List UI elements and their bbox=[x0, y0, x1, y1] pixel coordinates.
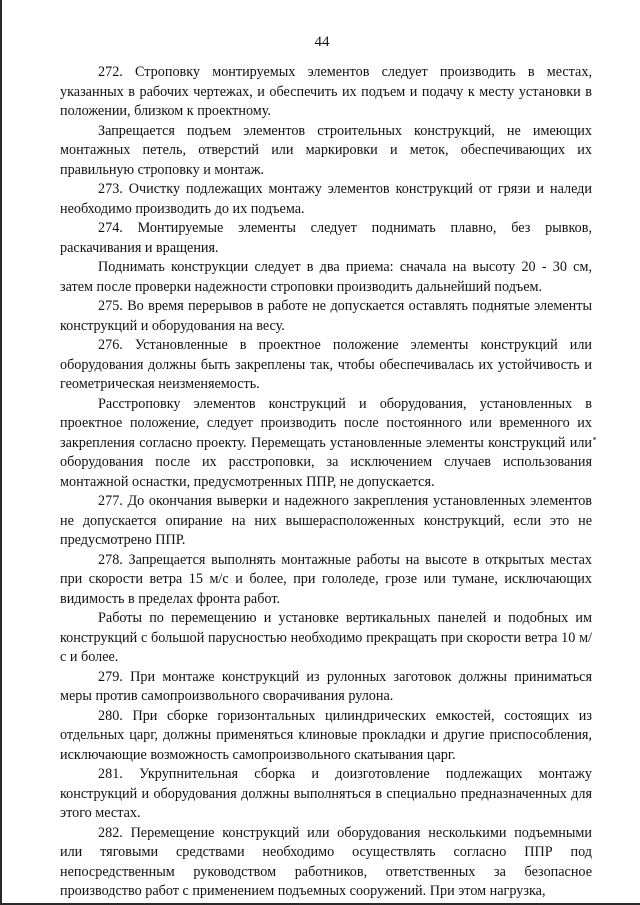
paragraph-274: 274. Монтируемые элементы следует поднимать плавно, без рывков, раскачивания и вращения. bbox=[60, 220, 592, 256]
paragraph-279: 279. При монтаже конструкций из рулонных заготовок должны приниматься меры против самопроизвольного сворачивания рулона. bbox=[60, 668, 592, 704]
page-number: 44 bbox=[314, 34, 330, 50]
paragraph-278: 278. Запрещается выполнять монтажные работы на высоте в открытых местах при скорости ветра 15 м/с и более, при гололеде, грозе или тумане, исключающих видимость в пределах фронта работ. bbox=[60, 551, 592, 607]
paragraph-282: 282. Перемещение конструкций или оборудования несколькими подъемными или тяговыми средствами необходимо осуществлять согласно ППР под непосредственным руководством работников, ответственных за безопасное производство работ с применением подъемных сооружений. При этом нагрузка, bbox=[60, 824, 592, 899]
paragraph-276-unslinging: Расстроповку элементов конструкций и оборудования, установленных в проектное положение, следует производить после постоянного или временного их закрепления согласно проекту. Перемещать установленные элементы конструкций или оборудования после их расстроповки, за исключением случаев использования монтажной оснастки, предусмотренных ППР, не допускается. bbox=[60, 395, 592, 490]
document-body bbox=[60, 63, 592, 902]
scan-speck bbox=[593, 437, 596, 440]
paragraph-278-panels: Работы по перемещению и установке вертикальных панелей и подобных им конструкций с большой парусностью необходимо прекращать при скорости ветра 10 м/с и более. bbox=[60, 610, 592, 665]
paragraph-273: 273. Очистку подлежащих монтажу элементов конструкций от грязи и наледи необходимо производить до их подъема. bbox=[60, 181, 592, 217]
paragraph-272: 272. Строповку монтируемых элементов следует производить в местах, указанных в рабочих чертежах, и обеспечить их подъем и подачу к месту установки в положении, близком к проектному. bbox=[60, 64, 592, 119]
paragraph-274-lifting: Поднимать конструкции следует в два приема: сначала на высоту 20 - 30 см, затем после проверки надежности строповки производить дальнейший подъем. bbox=[60, 259, 592, 295]
paragraph-276: 276. Установленные в проектное положение элементы конструкций или оборудования должны быть закреплены так, чтобы обеспечивалась их устойчивость и геометрическая неизменяемость. bbox=[60, 337, 592, 392]
paragraph-272-prohibition: Запрещается подъем элементов строительных конструкций, не имеющих монтажных петель, отверстий или маркировки и меток, обеспечивающих их правильную строповку и монтаж. bbox=[60, 122, 592, 178]
paragraph-277: 277. До окончания выверки и надежного закрепления установленных элементов не допускается опирание на них вышерасположенных конструкций, если это не предусмотрено ППР. bbox=[60, 493, 592, 548]
paragraph-281: 281. Укрупнительная сборка и доизготовление подлежащих монтажу конструкций и оборудования должны выполняться в специально предназначенных для этого местах. bbox=[60, 766, 592, 821]
paragraph-280: 280. При сборке горизонтальных цилиндрических емкостей, состоящих из отдельных царг, должны применяться клиновые прокладки и другие приспособления, исключающие возможность самопроизвольного скатывания царг. bbox=[60, 707, 592, 763]
paragraph-275: 275. Во время перерывов в работе не допускается оставлять поднятые элементы конструкций и оборудования на весу. bbox=[60, 298, 592, 334]
